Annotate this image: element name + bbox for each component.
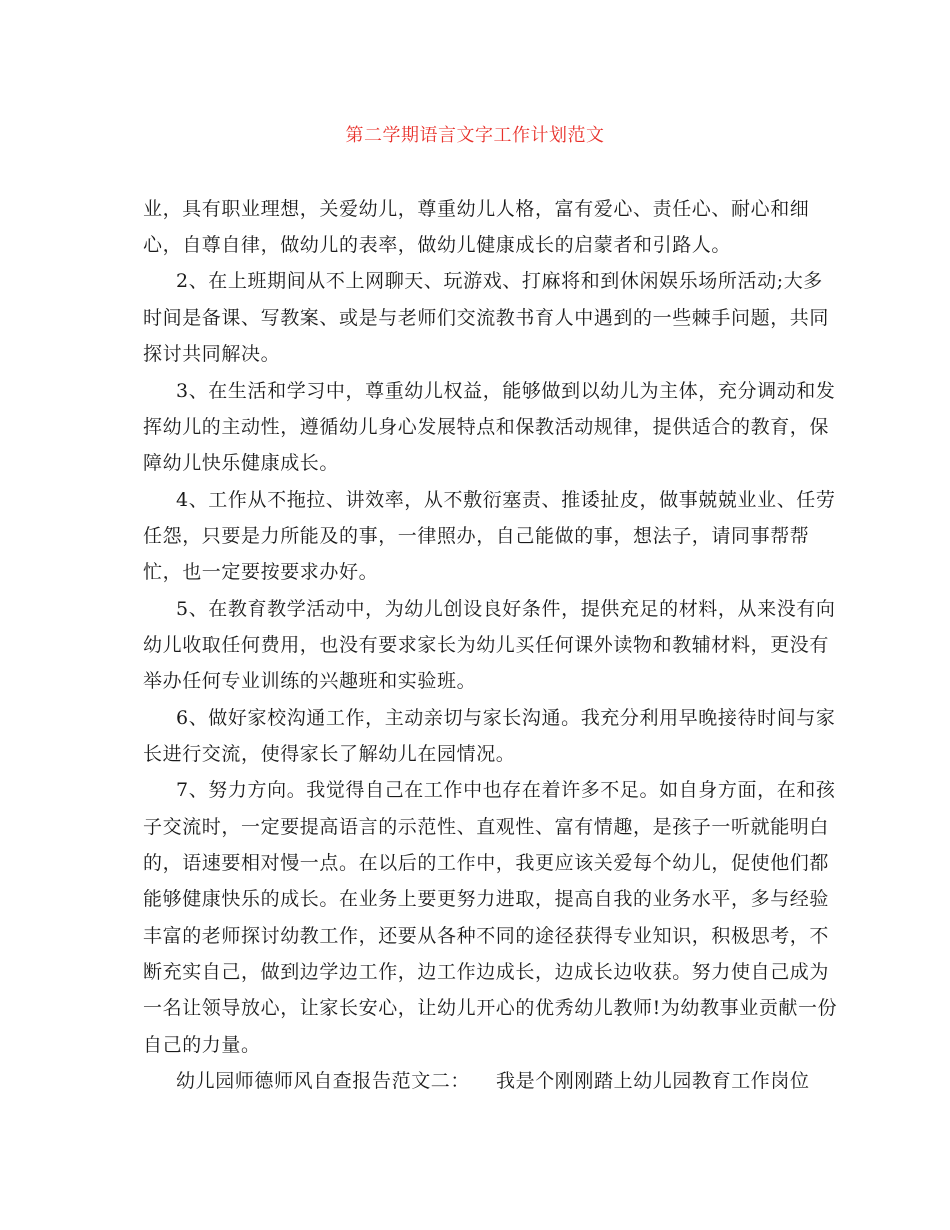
text-line: 心，自尊自律，做幼儿的表率，做幼儿健康成长的启蒙者和引路人。 bbox=[143, 234, 732, 256]
text-line: 一名让领导放心，让家长安心，让幼儿开心的优秀幼儿教师!为幼教事业贡献一份 bbox=[143, 997, 838, 1019]
text-line: 断充实自己，做到边学边工作，边工作边成长，边成长边收获。努力使自己成为 bbox=[143, 961, 830, 983]
text-line: 子交流时，一定要提高语言的示范性、直观性、富有情趣，是孩子一听就能明白 bbox=[143, 816, 830, 838]
text-line: 4、工作从不拖拉、讲效率，从不敷衍塞责、推诿扯皮，做事兢兢业业、任劳 bbox=[176, 489, 836, 511]
text-line: 业，具有职业理想，关爱幼儿，尊重幼儿人格，富有爱心、责任心、耐心和细 bbox=[143, 198, 810, 220]
document-title: 第二学期语言文字工作计划范文 bbox=[345, 125, 605, 146]
text-line: 忙，也一定要按要求办好。 bbox=[143, 561, 379, 583]
text-line: 2、在上班期间从不上网聊天、玩游戏、打麻将和到休闲娱乐场所活动;大多 bbox=[176, 270, 823, 292]
text-line: 挥幼儿的主动性，遵循幼儿身心发展特点和保教活动规律，提供适合的教育，保 bbox=[143, 416, 830, 438]
text-line: 幼儿收取任何费用，也没有要求家长为幼儿买任何课外读物和教辅材料，更没有 bbox=[143, 634, 830, 656]
text-line: 3、在生活和学习中，尊重幼儿权益，能够做到以幼儿为主体，充分调动和发 bbox=[176, 380, 836, 402]
text-line: 自己的力量。 bbox=[143, 1034, 261, 1056]
text-line: 任怨，只要是力所能及的事，一律照办，自己能做的事，想法子，请同事帮帮 bbox=[143, 525, 810, 547]
text-line: 时间是备课、写教案、或是与老师们交流教书育人中遇到的一些棘手问题，共同 bbox=[143, 307, 830, 329]
text-line: 探讨共同解决。 bbox=[143, 343, 281, 365]
text-line: 5、在教育教学活动中，为幼儿创设良好条件，提供充足的材料，从来没有向 bbox=[176, 598, 836, 620]
text-line: 能够健康快乐的成长。在业务上要更努力进取，提高自我的业务水平，多与经验 bbox=[143, 888, 830, 910]
text-line: 7、努力方向。我觉得自己在工作中也存在着许多不足。如自身方面，在和孩 bbox=[176, 779, 836, 801]
text-line: 障幼儿快乐健康成长。 bbox=[143, 452, 340, 474]
text-line: 6、做好家校沟通工作，主动亲切与家长沟通。我充分利用早晚接待时间与家 bbox=[176, 707, 836, 729]
text-line: 的，语速要相对慢一点。在以后的工作中，我更应该关爱每个幼儿，促使他们都 bbox=[143, 852, 830, 874]
text-line: 举办任何专业训练的兴趣班和实验班。 bbox=[143, 670, 477, 692]
text-line: 我是个刚刚踏上幼儿园教育工作岗位 bbox=[496, 1070, 810, 1092]
text-line: 长进行交流，使得家长了解幼儿在园情况。 bbox=[143, 743, 516, 765]
section-heading: 幼儿园师德师风自查报告范文二： bbox=[176, 1070, 471, 1092]
text-line: 丰富的老师探讨幼教工作，还要从各种不同的途径获得专业知识，积极思考，不 bbox=[143, 925, 830, 947]
